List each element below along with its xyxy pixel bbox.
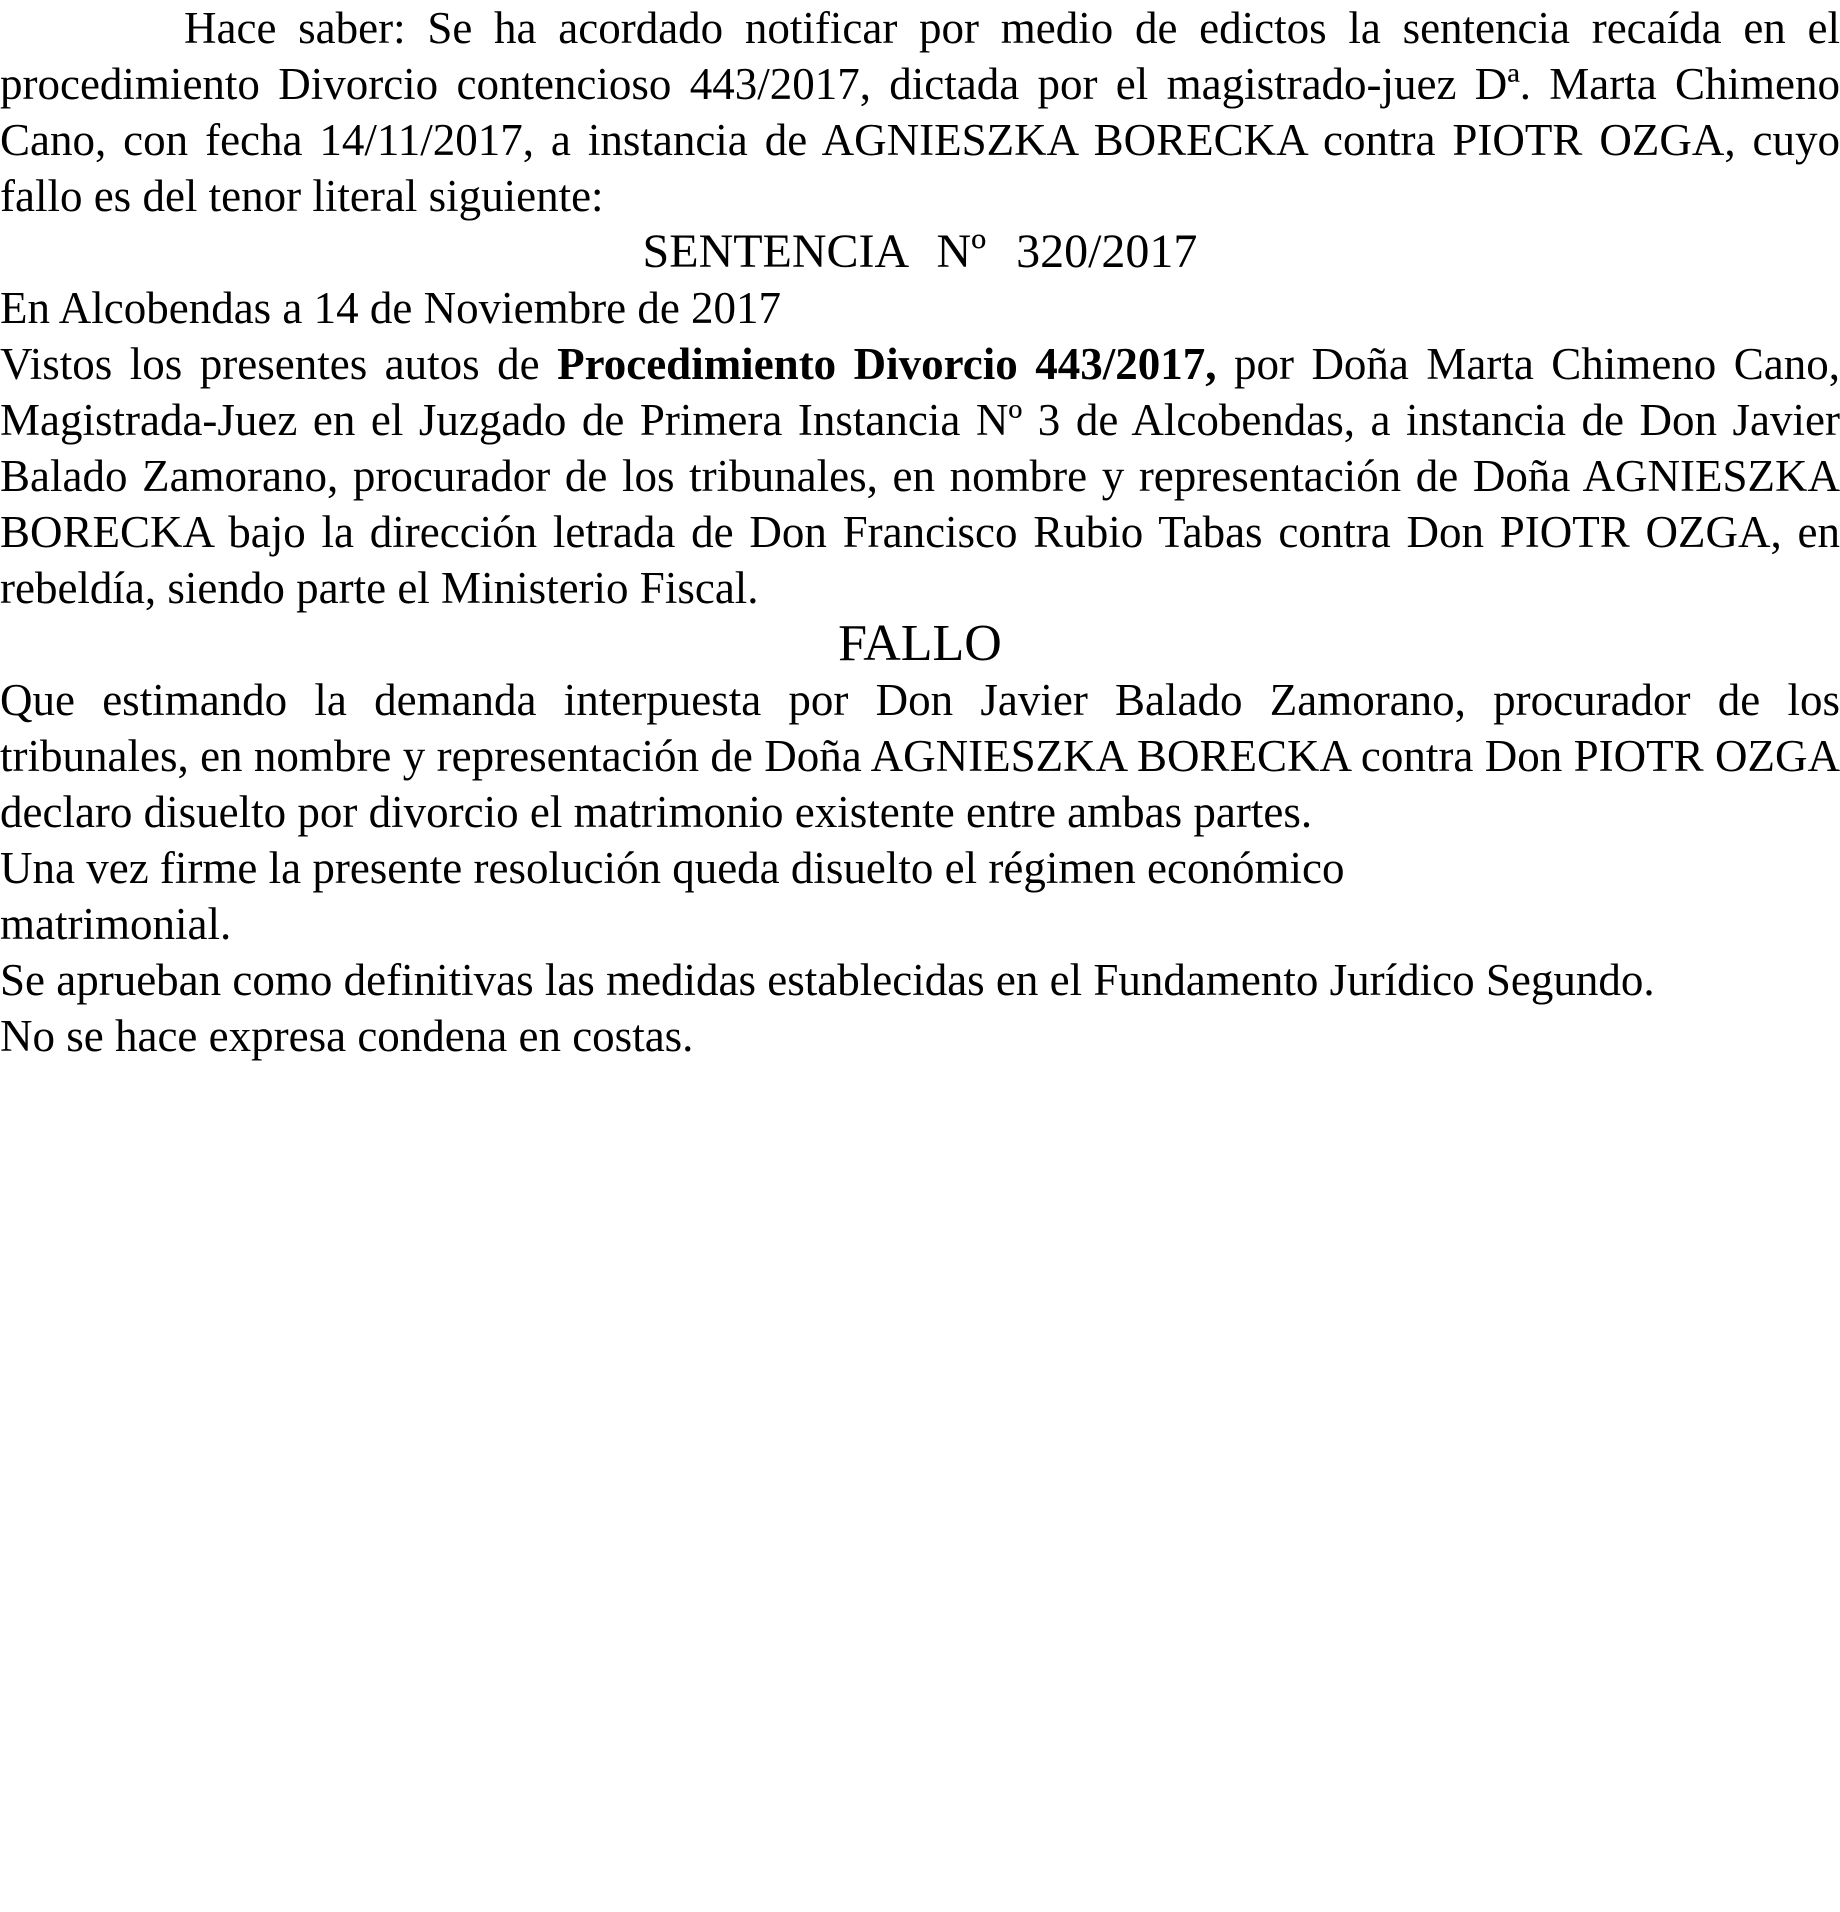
vistos-text-pre: Vistos los presentes autos de	[0, 339, 558, 389]
fallo-ruling-paragraph: Que estimando la demanda interpuesta por Don Javier Balado Zamorano, procurador de los tribunales, en nombre y representación de Doña AGNIESZKA BORECKA contra Don PIOTR OZGA declaro disuelto por divorcio el matrimonio existente entre ambas partes.	[0, 675, 1840, 837]
fallo-costs-paragraph: No se hace expresa condena en costas.	[0, 1011, 694, 1061]
vistos-text-post: por Doña Marta Chimeno Cano, Magistrada-Juez en el Juzgado de Primera Instancia Nº 3 de Alcobendas, a instancia de Don Javier Balado Zamorano, procurador de los tribunales, en nombre y representación de Doña AGNIESZKA BORECKA bajo la dirección letrada de Don Francisco Rubio Tabas contra Don PIOTR OZGA, en rebeldía, siendo parte el Ministerio Fiscal.	[0, 339, 1840, 613]
edict-intro-paragraph: Hace saber: Se ha acordado notificar por medio de edictos la sentencia recaída en el procedimiento Divorcio contencioso 443/2017, dictada por el magistrado-juez Dª. Marta Chimeno Cano, con fecha 14/11/2017, a instancia de AGNIESZKA BORECKA contra PIOTR OZGA, cuyo fallo es del tenor literal siguiente:	[0, 3, 1840, 221]
fallo-heading: FALLO	[838, 615, 1002, 672]
fallo-economic-regime-paragraph: Una vez firme la presente resolución queda disuelto el régimen económico matrimonial.	[0, 843, 1345, 949]
fallo-measures-paragraph: Se aprueban como definitivas las medidas establecidas en el Fundamento Jurídico Segundo.	[0, 955, 1655, 1005]
place-date-line: En Alcobendas a 14 de Noviembre de 2017	[0, 283, 782, 333]
sentencia-number-heading: SENTENCIA Nº 320/2017	[642, 225, 1198, 278]
vistos-paragraph	[0, 336, 1840, 616]
vistos-procedure-bold-text: Procedimiento Divorcio 443/2017,	[557, 339, 1217, 389]
